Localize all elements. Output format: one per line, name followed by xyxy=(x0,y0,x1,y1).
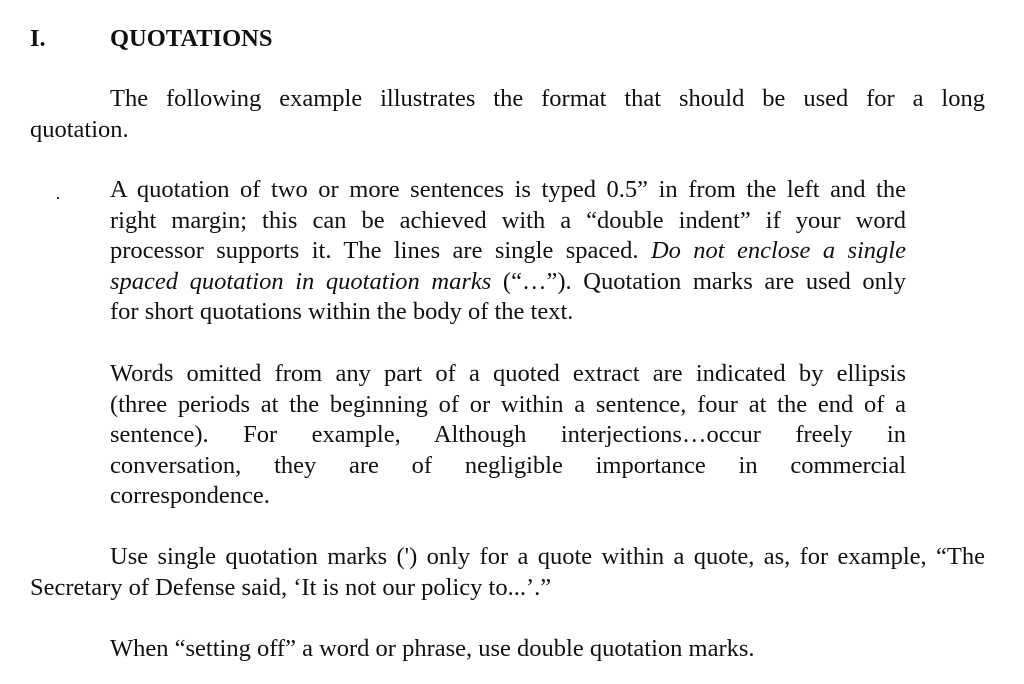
block2-line-5: correspondence. xyxy=(110,482,270,509)
block1-line-4 xyxy=(110,267,906,298)
setting-off-line-1: When “setting off” a word or phrase, use double quotation marks. xyxy=(110,635,755,662)
block1-line-1: A quotation of two or more sentences is typed 0.5” in from the left and the xyxy=(110,176,906,203)
block2-line-4: conversation, they are of negligible importance in commercial xyxy=(110,451,906,479)
single-quotes-line-1: Use single quotation marks (') only for a quote within a quote, as, for example, “The xyxy=(110,543,985,570)
block-quote-2 xyxy=(110,359,906,512)
setting-off-paragraph xyxy=(30,634,985,665)
block1-line-4-italic: spaced quotation in quotation marks xyxy=(110,267,492,295)
block1-line-3 xyxy=(110,236,906,267)
block2-line-3: sentence). For example, Although interjections…occur freely in xyxy=(110,421,906,448)
block2-line-1: Words omitted from any part of a quoted extract are indicated by ellipsis xyxy=(110,360,906,387)
single-quotes-paragraph xyxy=(30,542,985,603)
block1-line-4-b: (“…”). Quotation marks are used only xyxy=(491,267,906,295)
section-title: QUOTATIONS xyxy=(110,25,273,52)
block1-line-2: right margin; this can be achieved with a “double indent” if your word xyxy=(110,206,906,234)
block2-line-2: (three periods at the beginning of or within a sentence, four at the end of a xyxy=(110,390,906,418)
block1-line-3-italic: Do not enclose a single xyxy=(650,237,906,264)
intro-line-1: The following example illustrates the format that should be used for a long xyxy=(110,85,985,112)
intro-line-2: quotation. xyxy=(30,115,129,143)
single-quotes-line-2: Secretary of Defense said, ‘It is not our policy to...’.” xyxy=(30,573,552,601)
section-number: I. xyxy=(30,25,46,52)
intro-paragraph xyxy=(30,84,985,145)
block1-line-3-a: processor supports it. The lines are single spaced. xyxy=(110,237,651,264)
stray-mark xyxy=(57,197,59,199)
block1-line-5: for short quotations within the body of the text. xyxy=(110,298,574,325)
block-quote-1 xyxy=(110,175,906,328)
